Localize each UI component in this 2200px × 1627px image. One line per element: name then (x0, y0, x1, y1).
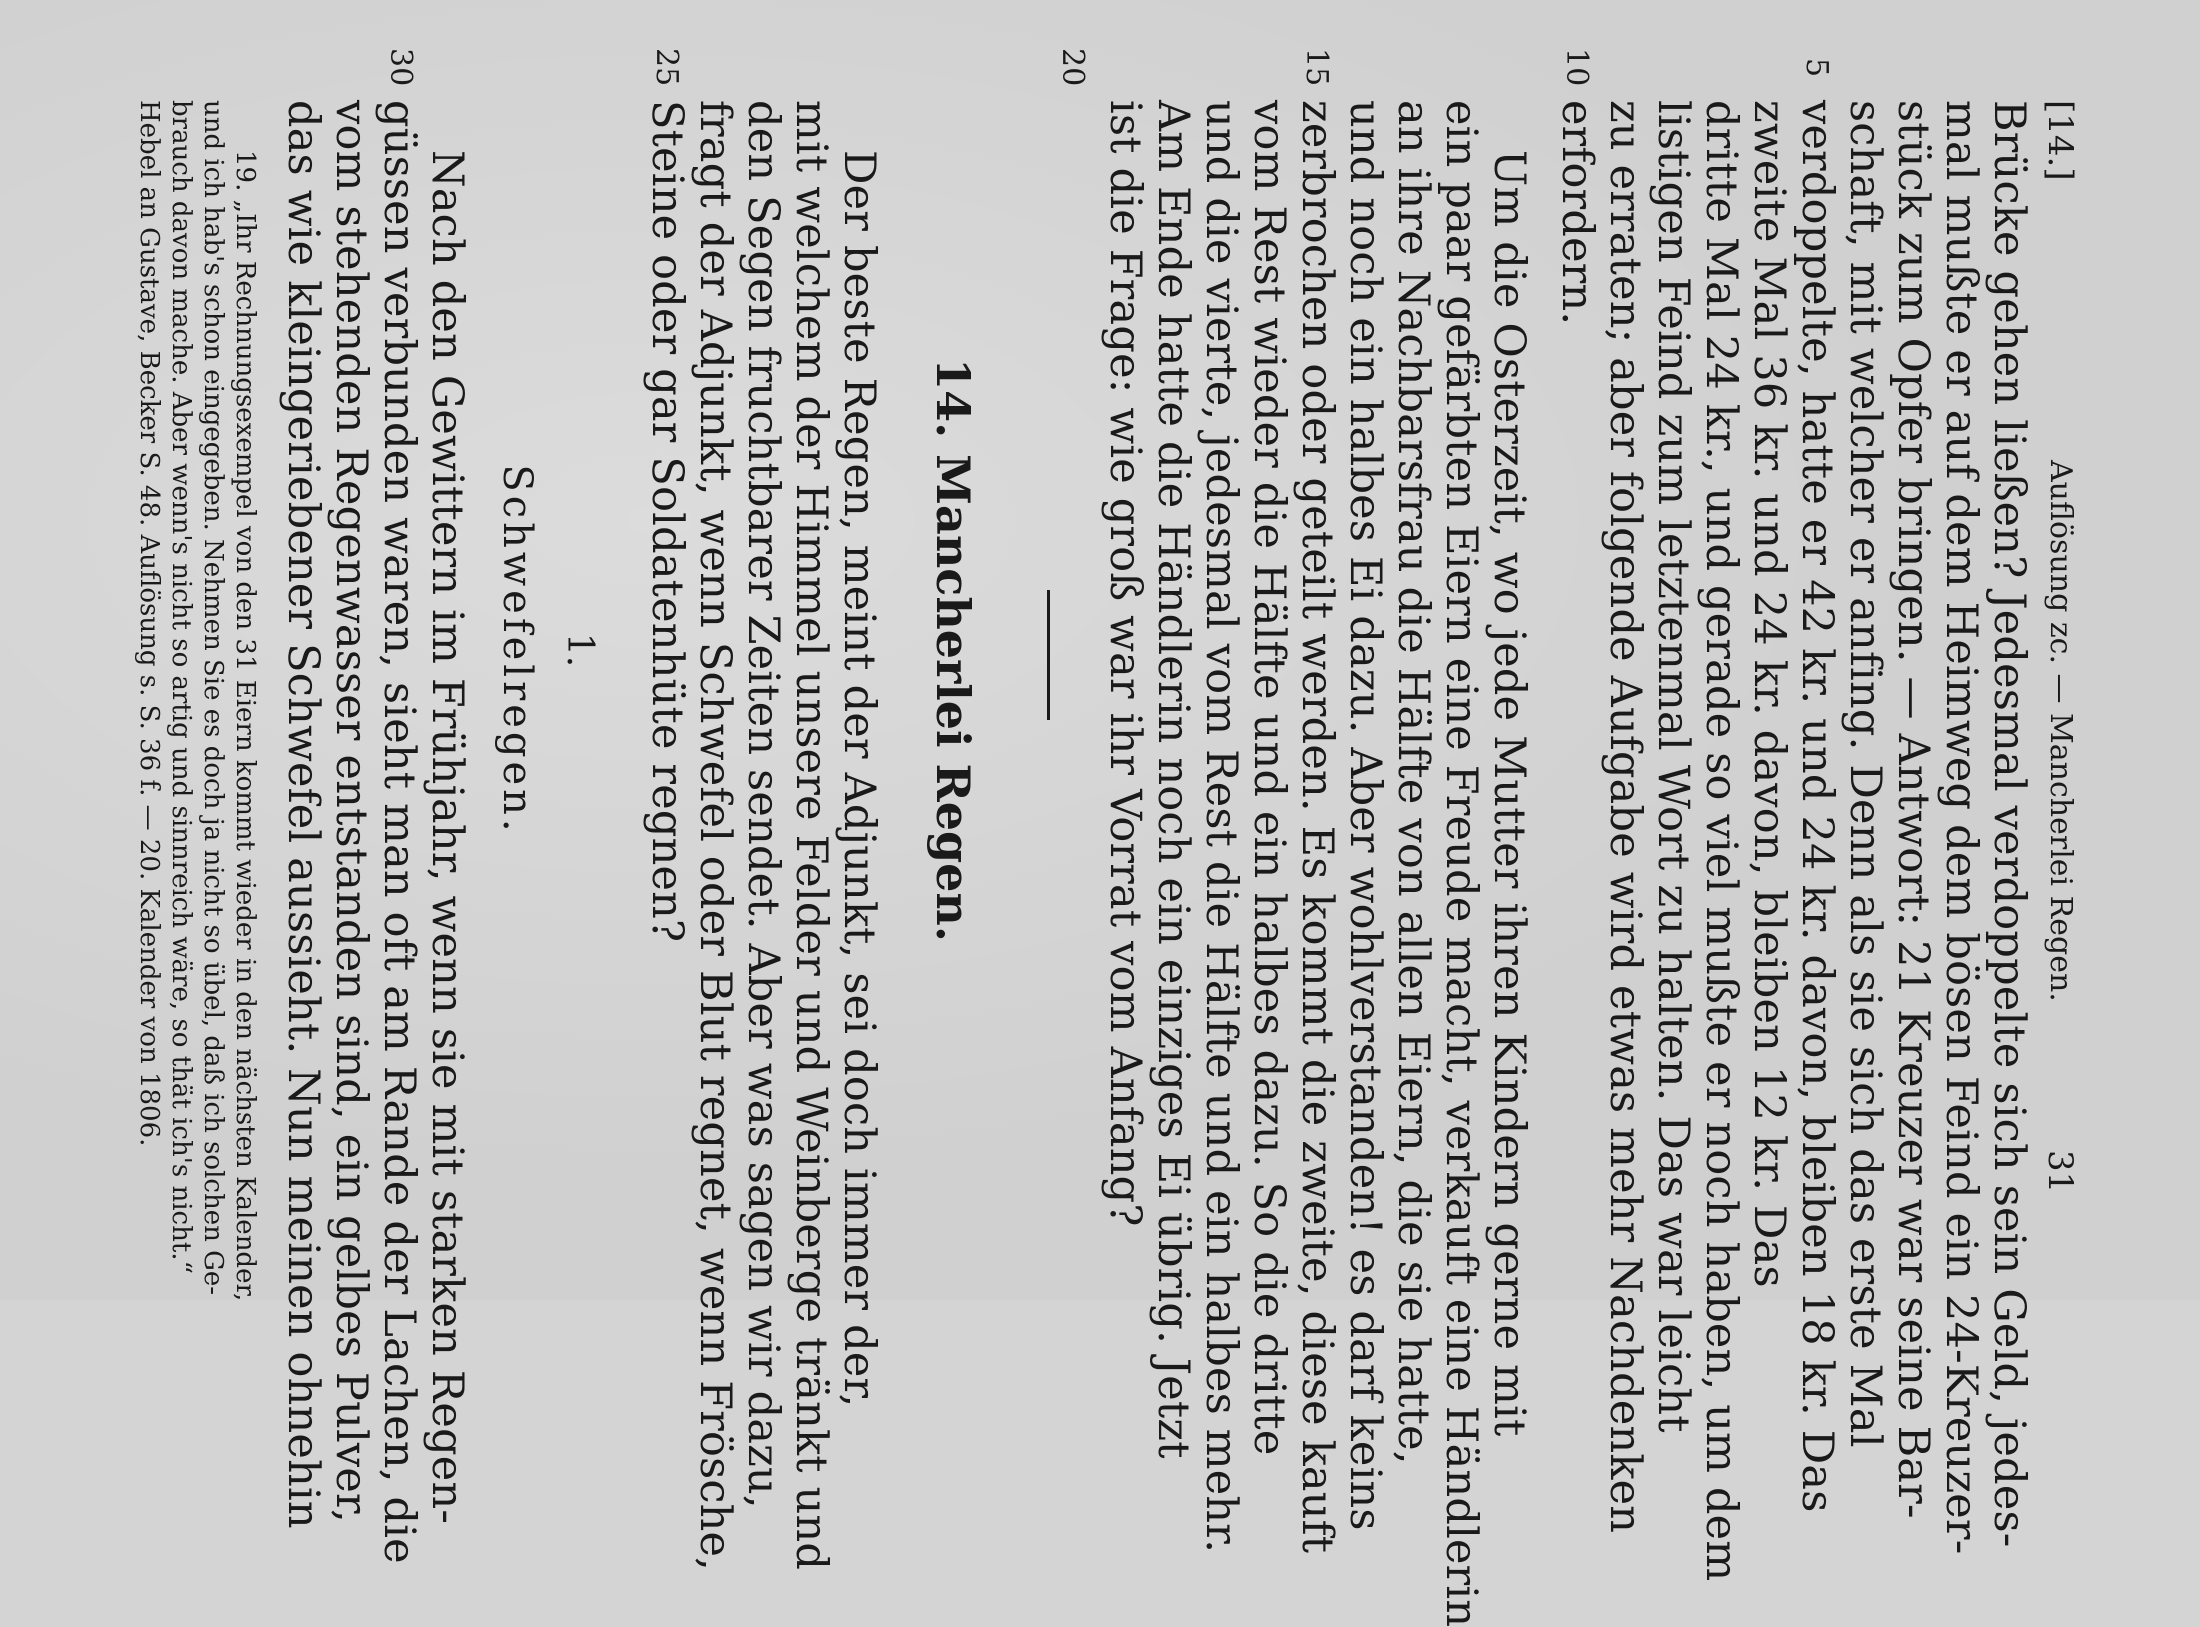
page-number: 31 (2040, 1150, 2080, 1194)
text-line: schaft, mit welcher er anfing. Denn als sie sich das erste Mal (1840, 100, 1890, 1448)
text-line: listigen Feind zum letztenmal Wort zu halten. Das war leicht (1648, 100, 1698, 1433)
line-number: 20 (1055, 48, 1090, 87)
line-number: 25 (649, 48, 684, 87)
text-line: Am Ende hatte die Händlerin noch ein einziges Ei übrig. Jetzt (1148, 100, 1198, 1459)
subsection-number: 1. (559, 632, 600, 668)
chapter-number: 14. (926, 358, 980, 439)
line-number: 15 (1299, 48, 1334, 87)
text-line: Um die Osterzeit, wo jede Mutter ihren Kindern gerne mit (1484, 150, 1534, 1437)
header-left: [14.] (2040, 100, 2080, 181)
text-line: Nach den Gewittern im Frühjahr, wenn sie mit starken Regen- (422, 150, 472, 1525)
text-line: das wie kleingeriebener Schwefel aussieht. Nun meinen ohnehin (278, 100, 328, 1529)
text-line: an ihre Nachbarsfrau die Hälfte von allen Eiern, die sie hatte, (1388, 100, 1438, 1465)
text-line: mal mußte er auf dem Heimweg dem bösen Feind ein 24-Kreuzer- (1936, 100, 1986, 1555)
text-line: fragt der Adjunkt, wenn Schwefel oder Blut regnet, wenn Frösche, (690, 100, 740, 1572)
text-line: vom Rest wieder die Hälfte und ein halbes dazu. So die dritte (1244, 100, 1294, 1456)
text-line: verdoppelte, hatte er 42 kr. und 24 kr. davon, bleiben 18 kr. Das (1792, 100, 1842, 1513)
subsection-title: Schwefelregen. (494, 464, 540, 836)
footnote-line: 19. „Ihr Rechnungsexempel von den 31 Eiern kommt wieder in den nächsten Kalender, (230, 150, 260, 1302)
line-number: 10 (1559, 48, 1594, 87)
text-line: dritte Mal 24 kr., und gerade so viel mußte er noch haben, um dem (1696, 100, 1746, 1582)
header-center: Auflösung zc. — Mancherlei Regen. (2043, 460, 2078, 1002)
text-line: stück zum Opfer bringen. — Antwort: 21 Kreuzer war seine Bar- (1888, 100, 1938, 1519)
chapter-heading (926, 30, 980, 1270)
text-line: Steine oder gar Soldatenhüte regnen? (642, 100, 692, 943)
text-line: güssen verbunden waren, sieht man oft am Rande der Lachen, die (374, 100, 424, 1564)
text-line: vom stehenden Regenwasser entstanden sind, ein gelbes Pulver, (326, 100, 376, 1523)
book-page (60, 30, 2140, 1627)
line-number: 30 (383, 48, 418, 87)
text-line: zu erraten; aber folgende Aufgabe wird etwas mehr Nachdenken (1600, 100, 1650, 1534)
text-line: Brücke gehen ließen? Jedesmal verdoppelte sich sein Geld, jedes- (1984, 100, 2034, 1548)
text-line: zerbrochen oder geteilt werden. Es kommt die zweite, diese kauft (1292, 100, 1342, 1554)
footnote-line: brauch davon mache. Aber wenn's nicht so artig und sinnreich wäre, so thät ich's nicht.“ (166, 100, 196, 1274)
text-line: und die vierte, jedesmal vom Rest die Hälfte und ein halbes mehr. (1196, 100, 1246, 1554)
footnote-line: Hebel an Gustave, Becker S. 48. Auflösung s. S. 36 f. — 20. Kalender von 1806. (134, 100, 164, 1147)
chapter-title: Mancherlei Regen. (926, 454, 980, 942)
footnote-line: und ich hab's schon eingegeben. Nehmen Sie es doch ja nicht so übel, daß ich solchen Ge- (198, 100, 228, 1296)
text-line: zweite Mal 36 kr. und 24 kr. davon, bleiben 12 kr. Das (1744, 100, 1794, 1288)
text-line: ein paar gefärbten Eiern eine Freude macht, verkauft eine Händlerin (1436, 100, 1486, 1627)
text-line: erfordern. (1552, 100, 1602, 326)
text-line: den Segen fruchtbarer Zeiten sendet. Aber was sagen wir dazu, (738, 100, 788, 1509)
text-line: ist die Frage: wie groß war ihr Vorrat vom Anfang? (1100, 100, 1150, 1227)
section-divider (1047, 590, 1050, 720)
text-line: Der beste Regen, meint der Adjunkt, sei doch immer der, (834, 150, 884, 1408)
line-number: 5 (1799, 58, 1834, 78)
text-line: und noch ein halbes Ei dazu. Aber wohlverstanden! es darf keins (1340, 100, 1390, 1531)
text-line: mit welchem der Himmel unsere Felder und Weinberge tränkt und (786, 100, 836, 1571)
